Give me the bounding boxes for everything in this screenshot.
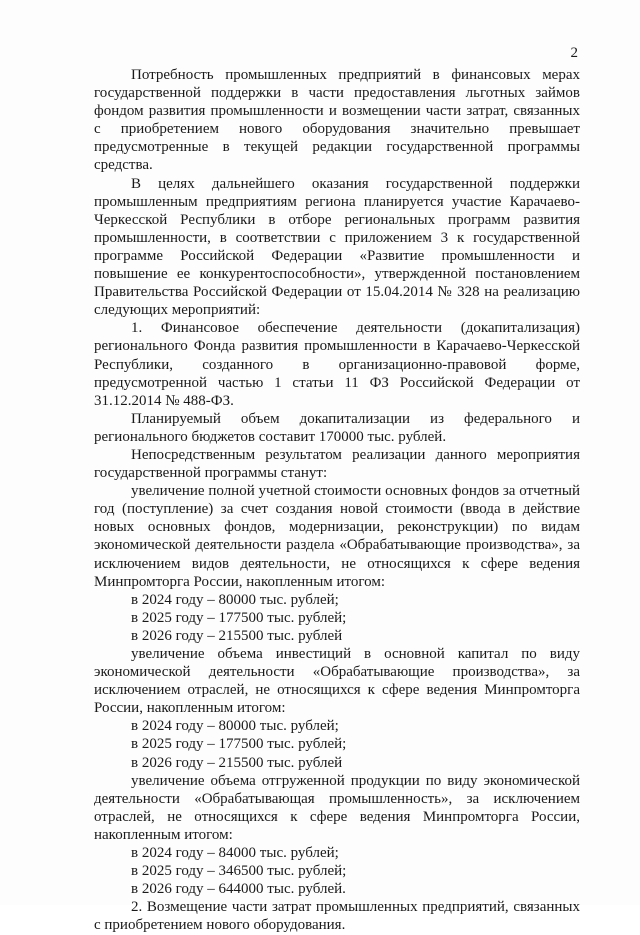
paragraph: 2. Возмещение части затрат промышленных предприятий, связанных с приобретением нового оборудования. [94, 899, 580, 934]
document-body [94, 66, 580, 935]
list-item: в 2025 году – 346500 тыс. рублей; [131, 863, 347, 880]
list-item: в 2026 году – 215500 тыс. рублей [131, 754, 343, 771]
paragraph: Потребность промышленных предприятий в финансовых мерах государственной поддержки в части предоставления льготных займов фондом развития промышленности и возмещении части затрат, связанных с приобретением нового оборудования значительно превышает предусмотренные в текущей редакции государственной программы средства. [94, 67, 580, 174]
paragraph: увеличение полной учетной стоимости основных фондов за отчетный год (поступление) за счет создания новой стоимости (ввода в действие новых основных фондов, модернизации, реконструкции) по видам экономической деятельности раздела «Обрабатывающие производства», за исключением видов деятельности, не относящихся к сфере ведения Минпромторга России, накопленным итогом: [94, 483, 580, 590]
list-item: в 2024 году – 80000 тыс. рублей; [131, 591, 339, 608]
list-item: в 2024 году – 84000 тыс. рублей; [131, 845, 339, 862]
paragraph: В целях дальнейшего оказания государственной поддержки промышленным предприятиям региона планируется участие Карачаево-Черкесской Республики в отборе региональных программ развития промышленности, в соответствии с приложением 3 к государственной программе Российской Федерации «Развитие промышленности и повышение ее конкурентоспособности», утвержденной постановлением Правительства Российской Федерации от 15.04.2014 № 328 на реализацию следующих мероприятий: [94, 175, 580, 319]
list-item: в 2026 году – 644000 тыс. рублей. [131, 881, 346, 898]
list-item: в 2025 году – 177500 тыс. рублей; [131, 736, 347, 753]
list-item: в 2026 году – 215500 тыс. рублей [131, 627, 343, 644]
paragraph: увеличение объема отгруженной продукции по виду экономической деятельности «Обрабатывающая промышленность», за исключением отраслей, не относящихся к сфере ведения Минпромторга России, накопленным итогом: [94, 772, 580, 843]
list-item: в 2025 году – 177500 тыс. рублей; [131, 609, 347, 626]
list-item: в 2024 году – 80000 тыс. рублей; [131, 718, 339, 735]
paragraph: Непосредственным результатом реализации данного мероприятия государственной программы станут: [94, 446, 580, 482]
paragraph: 1. Финансовое обеспечение деятельности (докапитализация) регионального Фонда развития промышленности в Карачаево-Черкесской Республики, созданного в организационно-правовой форме, предусмотренной частью 1 статьи 11 ФЗ Российской Федерации от 31.12.2014 № 488-ФЗ. [94, 320, 580, 409]
page-number: 2 [570, 45, 578, 61]
paragraph: Планируемый объем докапитализации из федерального и регионального бюджетов составит 170000 тыс. рублей. [94, 410, 580, 445]
paragraph: увеличение объема инвестиций в основной капитал по виду экономической деятельности «Обрабатывающие производства», за исключением отраслей, не относящихся к сфере ведения Минпромторга России, накопленным итогом: [94, 646, 580, 717]
